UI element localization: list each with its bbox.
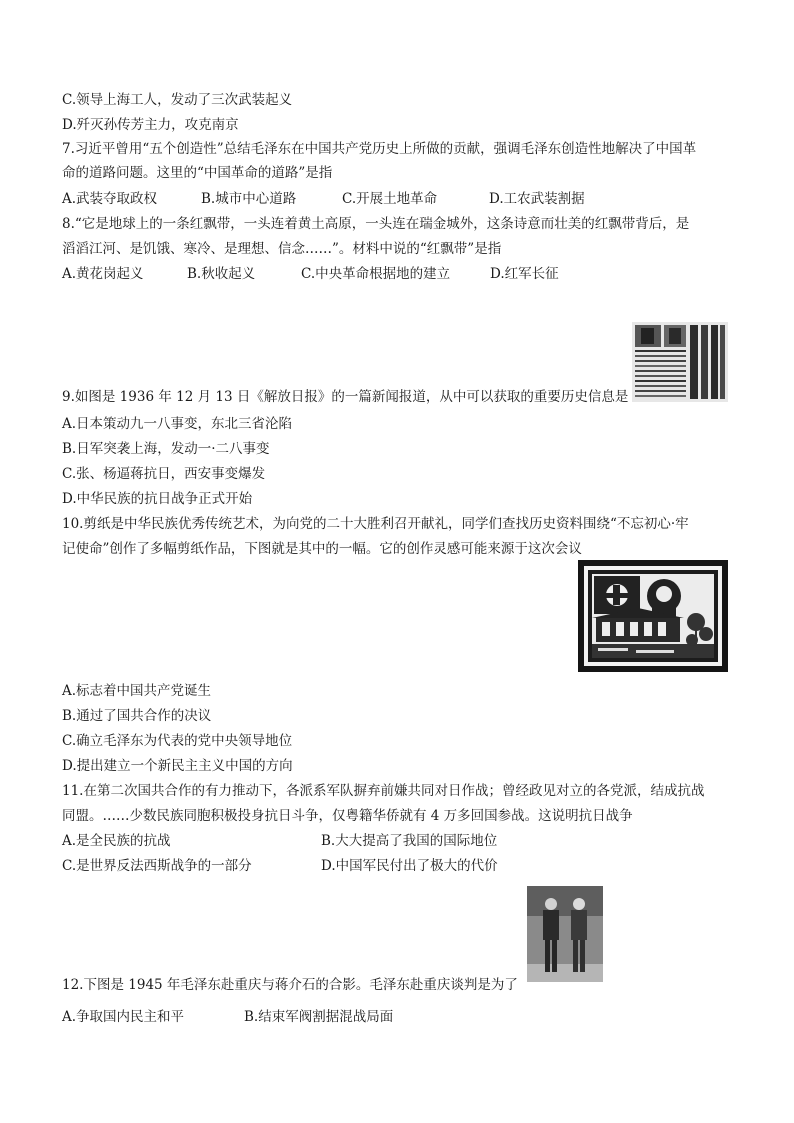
q7-option-b: B.城市中心道路 (201, 191, 297, 207)
q9-option-c: C.张、杨逼蒋抗日，西安事变爆发 (62, 466, 266, 482)
q9-option-d: D.中华民族的抗日战争正式开始 (62, 491, 253, 507)
q11-stem-line2: 同盟。……少数民族同胞积极投身抗日斗争，仅粤籍华侨就有 4 万多回国参战。这说明抗日战争 (62, 808, 633, 824)
q11-option-a: A.是全民族的抗战 (62, 833, 171, 849)
q11-stem-line1: 11.在第二次国共合作的有力推动下，各派系军队摒弃前嫌共同对日作战；曾经政见对立的各党派，结成抗战 (62, 783, 705, 799)
q11-option-d: D.中国军民付出了极大的代价 (321, 858, 498, 874)
q12-stem: 12.下图是 1945 年毛泽东赴重庆与蒋介石的合影。毛泽东赴重庆谈判是为了 (62, 977, 518, 993)
chongqing-photo (527, 886, 603, 982)
q8-option-a: A.黄花岗起义 (62, 266, 144, 282)
q7-stem-line1: 7.习近平曾用“五个创造性”总结毛泽东在中国共产党历史上所做的贡献，强调毛泽东创造性地解决了中国革 (62, 141, 697, 157)
q7-option-a: A.武装夺取政权 (62, 191, 158, 207)
q8-stem-line2: 滔滔江河、是饥饿、寒冷、是理想、信念……”。材料中说的“红飘带”是指 (62, 241, 502, 257)
q7-option-d: D.工农武装割据 (489, 191, 585, 207)
q10-option-c: C.确立毛泽东为代表的党中央领导地位 (62, 733, 293, 749)
q8-option-d: D.红军长征 (490, 266, 559, 282)
q9-option-a: A.日本策动九一八事变，东北三省沦陷 (62, 416, 293, 432)
q7-option-c: C.开展土地革命 (342, 191, 438, 207)
paper-cut-image (578, 560, 728, 672)
q12-option-a: A.争取国内民主和平 (62, 1009, 185, 1025)
q10-option-d: D.提出建立一个新民主主义中国的方向 (62, 758, 293, 774)
q6-option-c: C.领导上海工人，发动了三次武装起义 (62, 92, 293, 108)
q7-stem-line2: 命的道路问题。这里的“中国革命的道路”是指 (62, 165, 333, 181)
q9-stem: 9.如图是 1936 年 12 月 13 日《解放日报》的一篇新闻报道，从中可以获取的重要历史信息是 (62, 389, 629, 405)
q10-stem-line1: 10.剪纸是中华民族优秀传统艺术，为向党的二十大胜利召开献礼，同学们查找历史资料围绕“不忘初心·牢 (62, 516, 689, 532)
q6-option-d: D.歼灭孙传芳主力，攻克南京 (62, 117, 239, 133)
q11-option-c: C.是世界反法西斯战争的一部分 (62, 858, 252, 874)
q8-stem-line1: 8.“它是地球上的一条红飘带，一头连着黄土高原，一头连在瑞金城外，这条诗意而壮美的红飘带背后，是 (62, 216, 690, 232)
q12-option-b: B.结束军阀割据混战局面 (244, 1009, 394, 1025)
q10-stem-line2: 记使命”创作了多幅剪纸作品，下图就是其中的一幅。它的创作灵感可能来源于这次会议 (62, 541, 582, 557)
q10-option-b: B.通过了国共合作的决议 (62, 708, 212, 724)
q9-option-b: B.日军突袭上海，发动一·二八事变 (62, 441, 270, 457)
q8-option-c: C.中央革命根据地的建立 (301, 266, 451, 282)
q11-option-b: B.大大提高了我国的国际地位 (321, 833, 498, 849)
q8-option-b: B.秋收起义 (187, 266, 256, 282)
newspaper-image (632, 322, 728, 402)
q10-option-a: A.标志着中国共产党诞生 (62, 683, 212, 699)
